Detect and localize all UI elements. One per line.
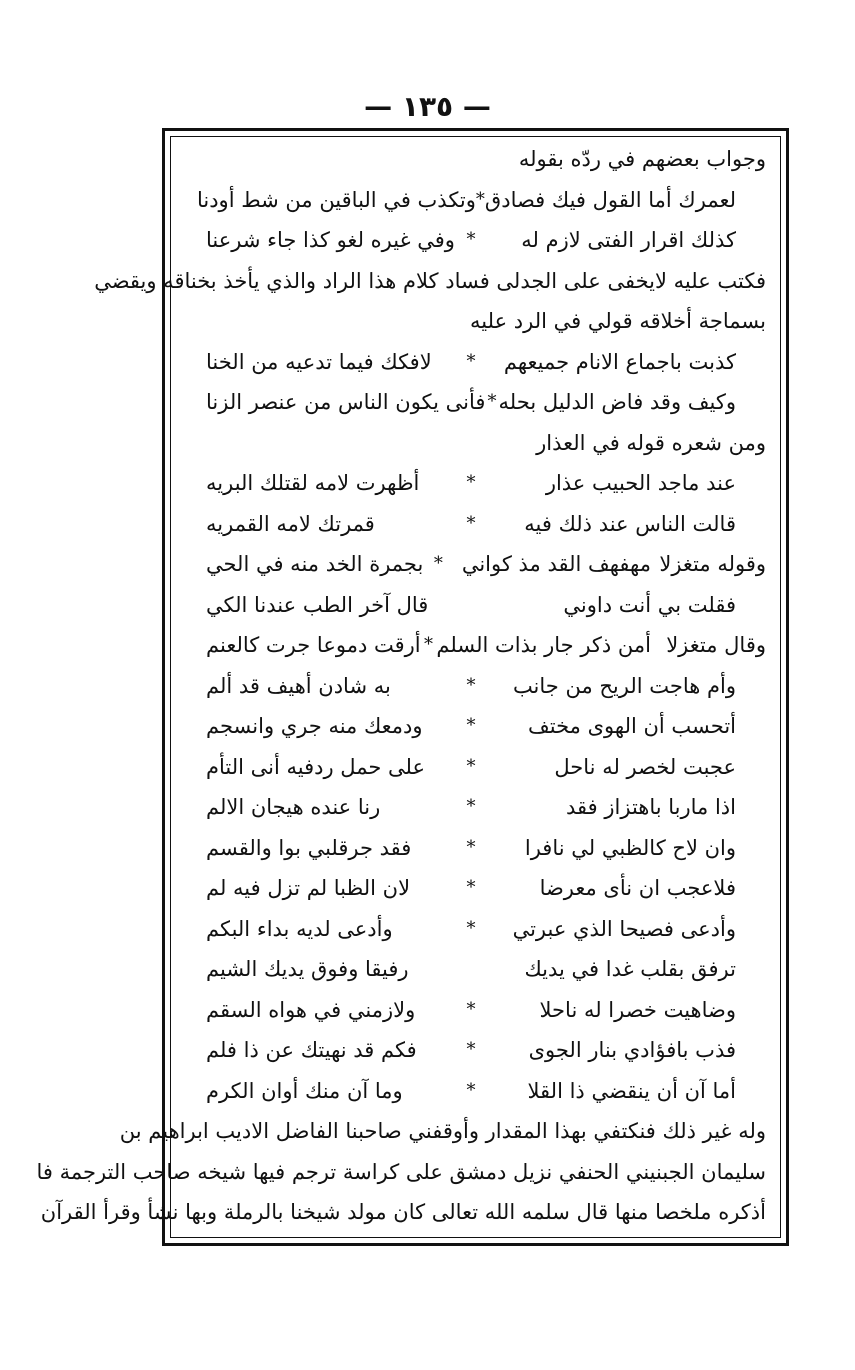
verse-separator: * xyxy=(466,796,476,817)
verse-separator: * xyxy=(487,391,497,412)
hemistich-right: قالت الناس عند ذلك فيه xyxy=(524,511,736,536)
verse-separator: * xyxy=(466,755,476,777)
line-text: ومن شعره قوله في العذار xyxy=(536,430,766,455)
hemistich-left: فقد جرقلبي بوا والقسم xyxy=(206,835,412,860)
verse-separator: * xyxy=(466,715,476,736)
line-text: بسماجة أخلاقه قولي في الرد عليه xyxy=(470,309,766,333)
hemistich-right: فقلت بي أنت داوني xyxy=(563,592,736,617)
hemistich-right: فلاعجب ان نأى معرضا xyxy=(539,876,736,900)
verse-separator: * xyxy=(466,350,476,372)
verse-separator: * xyxy=(466,917,476,939)
hemistich-right: عند ماجد الحبيب عذار xyxy=(545,471,736,495)
hemistich-right: وان لاح كالظبي لي نافرا xyxy=(524,835,736,860)
section-heading-line xyxy=(176,302,766,340)
hemistich-left: رنا عنده هيجان الالم xyxy=(206,795,381,819)
prose-line xyxy=(119,1112,766,1150)
verse-separator: * xyxy=(424,634,434,655)
verse-intro: وقوله متغزلا xyxy=(659,552,766,576)
hemistich-left: فكم قد نهيتك عن ذا فلم xyxy=(206,1038,417,1062)
hemistich-right: أمن ذكر جار بذات السلم xyxy=(436,633,651,657)
verse-line xyxy=(176,626,766,664)
verse-separator: * xyxy=(466,674,476,696)
verse-line xyxy=(176,667,766,705)
verse-line xyxy=(176,181,766,219)
verse-separator: * xyxy=(466,229,476,250)
verse-separator: * xyxy=(466,998,476,1020)
verse-separator: * xyxy=(466,877,476,898)
hemistich-right: أتحسب أن الهوى مختف xyxy=(528,714,736,738)
line-text: سليمان الجبنيني الحنفي نزيل دمشق على كراسة ترجم فيها شيخه صاحب الترجمة فا xyxy=(36,1159,766,1184)
hemistich-left: أظهرت لامه لقتلك البريه xyxy=(206,471,420,495)
verse-intro: وقال متغزلا xyxy=(666,633,766,657)
hemistich-right: كذبت باجماع الانام جميعهم xyxy=(503,349,736,374)
verse-separator: * xyxy=(433,553,443,574)
line-text: أذكره ملخصا منها قال سلمه الله تعالى كان مولد شيخنا بالرملة وبها نشأ وقرأ القرآن xyxy=(40,1200,766,1224)
section-heading-line xyxy=(176,140,766,178)
hemistich-left: به شادن أهيف قد ألم xyxy=(206,673,391,698)
verse-line xyxy=(176,545,766,583)
hemistich-right: أما آن أن ينقضي ذا القلا xyxy=(527,1078,736,1103)
hemistich-left: وتكذب في الباقين من شط أودنا xyxy=(196,187,476,212)
verse-line xyxy=(176,1031,766,1069)
hemistich-right: وكيف وقد فاض الدليل بحله xyxy=(498,390,736,414)
hemistich-left: ودمعك منه جري وانسجم xyxy=(206,714,423,738)
hemistich-left: رفيقا وفوق يديك الشيم xyxy=(206,957,409,981)
verse-line xyxy=(176,221,766,259)
verse-line xyxy=(176,505,766,543)
verse-line xyxy=(176,586,766,624)
verse-line xyxy=(176,910,766,948)
line-text: وله غير ذلك فنكتفي بهذا المقدار وأوقفني صاحبنا الفاضل الاديب ابراهيم بن xyxy=(119,1119,766,1143)
verse-line xyxy=(176,383,766,421)
text-body xyxy=(36,140,766,1235)
hemistich-right: فذب بافؤادي بنار الجوى xyxy=(528,1038,736,1062)
hemistich-left: لافكك فيما تدعيه من الخنا xyxy=(206,349,432,374)
verse-line xyxy=(176,788,766,826)
verse-separator: * xyxy=(475,188,485,210)
hemistich-right: كذلك اقرار الفتى لازم له xyxy=(521,228,736,252)
hemistich-left: قال آخر الطب عندنا الكي xyxy=(206,592,429,617)
verse-line xyxy=(176,869,766,907)
verse-separator: * xyxy=(466,512,476,534)
hemistich-right: وأم هاجت الريح من جانب xyxy=(512,673,736,698)
verse-line xyxy=(176,464,766,502)
hemistich-right: وضاهيت خصرا له ناحلا xyxy=(539,997,736,1022)
verse-separator: * xyxy=(466,1079,476,1101)
hemistich-right: عجبت لخصر له ناحل xyxy=(554,754,736,779)
hemistich-left: ولازمني في هواه السقم xyxy=(206,997,416,1022)
verse-line xyxy=(176,707,766,745)
verse-separator: * xyxy=(466,472,476,493)
hemistich-right: ترفق بقلب غدا في يديك xyxy=(524,957,736,981)
hemistich-left: على حمل ردفيه أنى التأم xyxy=(206,754,425,779)
hemistich-left: وأدعى لديه بداء البكم xyxy=(206,916,393,941)
hemistich-right: لعمرك أما القول فيك فصادق xyxy=(484,187,736,212)
hemistich-right: وأدعى فصيحا الذي عبرتي xyxy=(512,916,736,941)
hemistich-left: لان الظبا لم تزل فيه لم xyxy=(206,876,411,900)
page-number: — ١٣٥ — xyxy=(364,90,491,123)
verse-line xyxy=(176,829,766,867)
line-text: فكتب عليه لايخفى على الجدلى فساد كلام هذا الراد والذي يأخذ بخناقه ويقضي xyxy=(94,268,766,293)
prose-line xyxy=(36,1153,766,1191)
prose-line xyxy=(94,262,766,300)
verse-line xyxy=(176,991,766,1029)
prose-line xyxy=(40,1193,766,1231)
verse-line xyxy=(176,748,766,786)
section-heading-line xyxy=(176,424,766,462)
verse-line xyxy=(176,1072,766,1110)
hemistich-right: اذا ماربا باهتزاز فقد xyxy=(566,795,736,819)
hemistich-left: فأنى يكون الناس من عنصر الزنا xyxy=(206,390,486,414)
verse-separator: * xyxy=(466,836,476,858)
verse-line xyxy=(176,950,766,988)
hemistich-left: أرقت دموعا جرت كالعنم xyxy=(206,633,421,657)
hemistich-left: بجمرة الخد منه في الحي xyxy=(206,552,424,576)
hemistich-right: مهفهف القد مذ كواني xyxy=(461,552,651,576)
hemistich-left: وما آن منك أوان الكرم xyxy=(206,1078,403,1103)
hemistich-left: قمرتك لامه القمريه xyxy=(206,511,375,536)
hemistich-left: وفي غيره لغو كذا جاء شرعنا xyxy=(206,228,455,252)
line-text: وجواب بعضهم في ردّه بقوله xyxy=(518,147,766,171)
verse-separator: * xyxy=(466,1039,476,1060)
verse-line xyxy=(176,343,766,381)
